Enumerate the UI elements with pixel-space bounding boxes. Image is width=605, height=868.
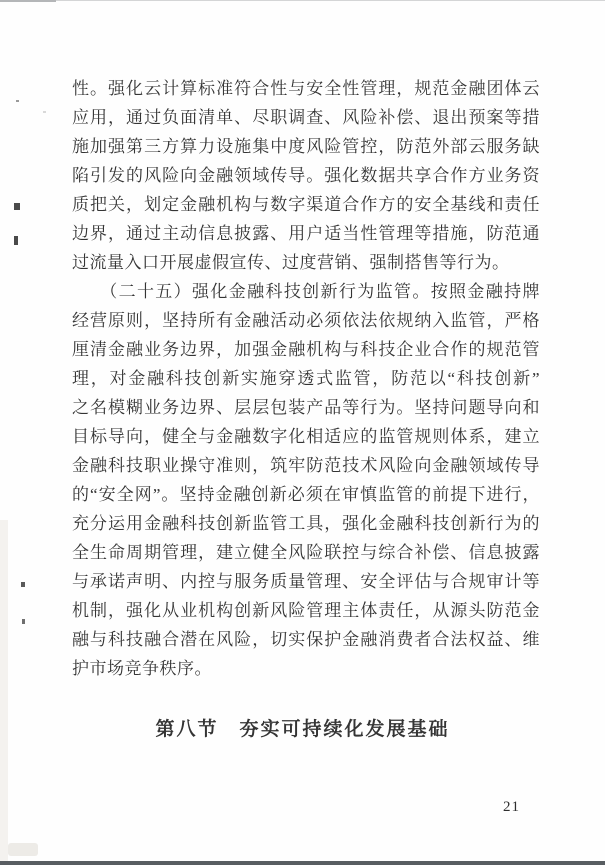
text-line: 质把关，划定金融机构与数字渠道合作方的安全基线和责任 — [72, 195, 540, 214]
text-line: 的“安全网”。坚持金融创新必须在审慎监管的前提下进行， — [72, 485, 540, 504]
text-line: （二十五）强化金融科技创新行为监管。按照金融持牌 — [72, 282, 540, 301]
scan-smudge — [8, 843, 38, 856]
text-line: 应用，通过负面清单、尽职调查、风险补偿、退出预案等措 — [72, 108, 540, 127]
text-line: 目标导向，健全与金融数字化相适应的监管规则体系，建立 — [72, 427, 540, 446]
paragraph — [72, 74, 540, 277]
page-number: 21 — [503, 799, 520, 815]
text-line: 之名模糊业务边界、层层包装产品等行为。坚持问题导向和 — [72, 398, 540, 417]
text-line: 边界，通过主动信息披露、用户适当性管理等措施，防范通 — [72, 224, 540, 243]
text-line: 机制，强化从业机构创新风险管理主体责任，从源头防范金 — [72, 601, 540, 620]
scan-top-edge-dark — [0, 0, 56, 2]
section-heading: 第八节 夯实可持续化发展基础 — [155, 719, 450, 740]
text-line: 经营原则，坚持所有金融活动必须依法依规纳入监管，严格 — [72, 311, 540, 330]
document-body — [72, 74, 540, 683]
text-line: 性。强化云计算标准符合性与安全性管理，规范金融团体云 — [72, 79, 540, 98]
scan-speck — [22, 619, 25, 624]
scan-bottom-edge — [0, 861, 605, 865]
text-line: 陷引发的风险向金融领域传导。强化数据共享合作方业务资 — [72, 166, 540, 185]
text-line: 护市场竞争秩序。 — [72, 659, 212, 678]
text-line: 厘清金融业务边界，加强金融机构与科技企业合作的规范管 — [72, 340, 540, 359]
scan-speck — [14, 203, 20, 210]
scan-speck — [43, 111, 46, 113]
text-line: 施加强第三方算力设施集中度风险管控，防范外部云服务缺 — [72, 137, 540, 156]
text-line: 理，对金融科技创新实施穿透式监管，防范以“科技创新” — [72, 369, 540, 388]
scan-left-edge — [0, 520, 8, 862]
text-line: 过流量入口开展虚假宣传、过度营销、强制搭售等行为。 — [72, 253, 510, 272]
text-line: 充分运用金融科技创新监管工具，强化金融科技创新行为的 — [72, 514, 540, 533]
scan-top-edge — [0, 0, 605, 1]
text-line: 金融科技职业操守准则，筑牢防范技术风险向金融领域传导 — [72, 456, 540, 475]
text-line: 融与科技融合潜在风险，切实保护金融消费者合法权益、维 — [72, 630, 540, 649]
text-line: 全生命周期管理，建立健全风险联控与综合补偿、信息披露 — [72, 543, 540, 562]
scan-speck — [21, 582, 25, 587]
scan-speck — [16, 100, 19, 102]
scan-speck — [14, 236, 18, 245]
text-line: 与承诺声明、内控与服务质量管理、安全评估与合规审计等 — [72, 572, 540, 591]
paragraph — [72, 277, 540, 683]
